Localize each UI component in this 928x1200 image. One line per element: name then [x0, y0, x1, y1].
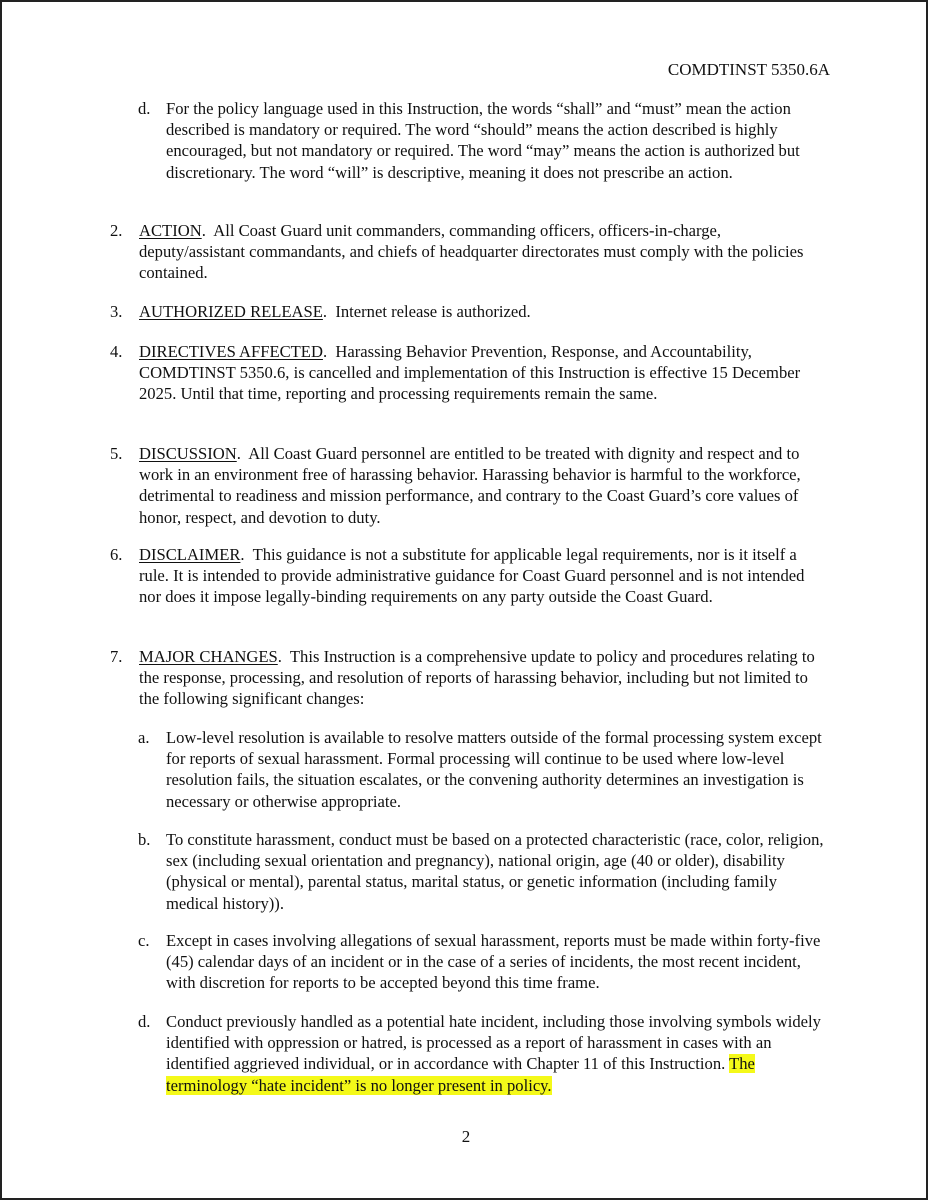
subparagraph-marker: d. — [138, 1012, 151, 1031]
paragraph-text: All Coast Guard unit commanders, commanding officers, officers-in-charge, deputy/assistant commandants, and chiefs of headquarter directorates must comply with the policies contained. — [139, 221, 804, 283]
paragraph-heading: DIRECTIVES AFFECTED — [139, 342, 323, 361]
page-number: 2 — [461, 1127, 471, 1146]
document-id: COMDTINST 5350.6A — [667, 60, 830, 79]
paragraph-text: This guidance is not a substitute for applicable legal requirements, nor is it itself a rule. It is intended to provide administrative guidance for Coast Guard personnel and is not intended nor does it impose legally-binding requirements on any party outside the Coast Guard. — [139, 545, 805, 607]
paragraph-text: All Coast Guard personnel are entitled to be treated with dignity and respect and to work in an environment free of harassing behavior. Harassing behavior is harmful to the workforce, detrimental to readiness and mission performance, and contrary to the Coast Guard’s core values of honor, respect, and devotion to duty. — [139, 444, 801, 527]
subparagraph-text: Conduct previously handled as a potential hate incident, including those involving symbols widely identified with oppression or hatred, is processed as a report of harassment in cases with an identified aggrieved individual, or in accordance with Chapter 11 of this Instruction. — [166, 1012, 821, 1074]
paragraph-number: 5. — [110, 444, 123, 463]
paragraph-number: 6. — [110, 545, 123, 564]
paragraph-text: Internet release is authorized. — [335, 302, 531, 321]
change-item-a — [138, 727, 828, 812]
paragraph-number: 3. — [110, 302, 123, 321]
subparagraph-marker: b. — [138, 830, 151, 849]
highlighted-text: The terminology “hate incident” is no longer present in policy. — [166, 1054, 755, 1095]
paragraph-number: 7. — [110, 647, 123, 666]
change-item-c — [138, 930, 828, 994]
change-item-d — [138, 1011, 828, 1096]
intro-subparagraph — [138, 98, 828, 183]
paragraph-heading: ACTION — [139, 221, 202, 240]
paragraph-heading: DISCLAIMER — [139, 545, 241, 564]
paragraph-number: 2. — [110, 221, 123, 240]
subparagraph-marker: c. — [138, 931, 150, 950]
paragraph-number: 4. — [110, 342, 123, 361]
paragraph-directives-affected: 4. DIRECTIVES AFFECTED. Harassing Behavior Prevention, Response, and Accountability, COMDTINST 5350.6, is cancelled and implementation of this Instruction is effective 15 December 2025. Until that time, reporting and processing requirements remain the same. — [110, 342, 801, 404]
paragraph-disclaimer: 6. DISCLAIMER. This guidance is not a substitute for applicable legal requirements, nor is it itself a rule. It is intended to provide administrative guidance for Coast Guard personnel and is not intended nor does it impose legally-binding requirements on any party outside the Coast Guard. — [110, 545, 805, 607]
subparagraph-marker: d. — [138, 99, 151, 118]
subparagraph-marker: a. — [138, 728, 150, 747]
change-item-b — [138, 829, 828, 914]
paragraph-major-changes: 7. MAJOR CHANGES. This Instruction is a comprehensive update to policy and procedures relating to the response, processing, and resolution of reports of harassing behavior, including but not limited to the following significant changes: — [110, 647, 815, 709]
paragraph-authorized-release: 3. AUTHORIZED RELEASE. Internet release is authorized. — [110, 302, 531, 321]
paragraph-action: 2. ACTION. All Coast Guard unit commanders, commanding officers, officers-in-charge, deputy/assistant commandants, and chiefs of headquarter directorates must comply with the policies contained. — [110, 221, 804, 283]
subparagraph-text: Low-level resolution is available to resolve matters outside of the formal processing system except for reports of sexual harassment. Formal processing will continue to be used where low-level resolution fails, the situation escalates, or the convening authority determines an investigation is necessary or otherwise appropriate. — [166, 728, 822, 811]
paragraph-heading: DISCUSSION — [139, 444, 237, 463]
paragraph-text: Harassing Behavior Prevention, Response, and Accountability, COMDTINST 5350.6, is cancelled and implementation of this Instruction is effective 15 December 2025. Until that time, reporting and processing requirements remain the same. — [139, 342, 801, 404]
paragraph-text: This Instruction is a comprehensive update to policy and procedures relating to the response, processing, and resolution of reports of harassing behavior, including but not limited to the following significant changes: — [139, 647, 815, 709]
subparagraph-text: Except in cases involving allegations of sexual harassment, reports must be made within forty-five (45) calendar days of an incident or in the case of a series of incidents, the most recent incident, with discretion for reports to be accepted beyond this time frame. — [166, 931, 821, 993]
subparagraph-text: To constitute harassment, conduct must be based on a protected characteristic (race, color, religion, sex (including sexual orientation and pregnancy), national origin, age (40 or older), disability (physical or mental), parental status, marital status, or genetic information (including family medical history)). — [166, 830, 824, 913]
paragraph-discussion: 5. DISCUSSION. All Coast Guard personnel are entitled to be treated with dignity and respect and to work in an environment free of harassing behavior. Harassing behavior is harmful to the workforce, detrimental to readiness and mission performance, and contrary to the Coast Guard’s core values of honor, respect, and devotion to duty. — [110, 444, 801, 527]
paragraph-heading: AUTHORIZED RELEASE — [139, 302, 323, 321]
subparagraph-text: For the policy language used in this Instruction, the words “shall” and “must” mean the action described is mandatory or required. The word “should” means the action described is highly encouraged, but not mandatory or required. The word “may” means the action is authorized but discretionary. The word “will” is descriptive, meaning it does not prescribe an action. — [166, 99, 800, 182]
paragraph-heading: MAJOR CHANGES — [139, 647, 278, 666]
